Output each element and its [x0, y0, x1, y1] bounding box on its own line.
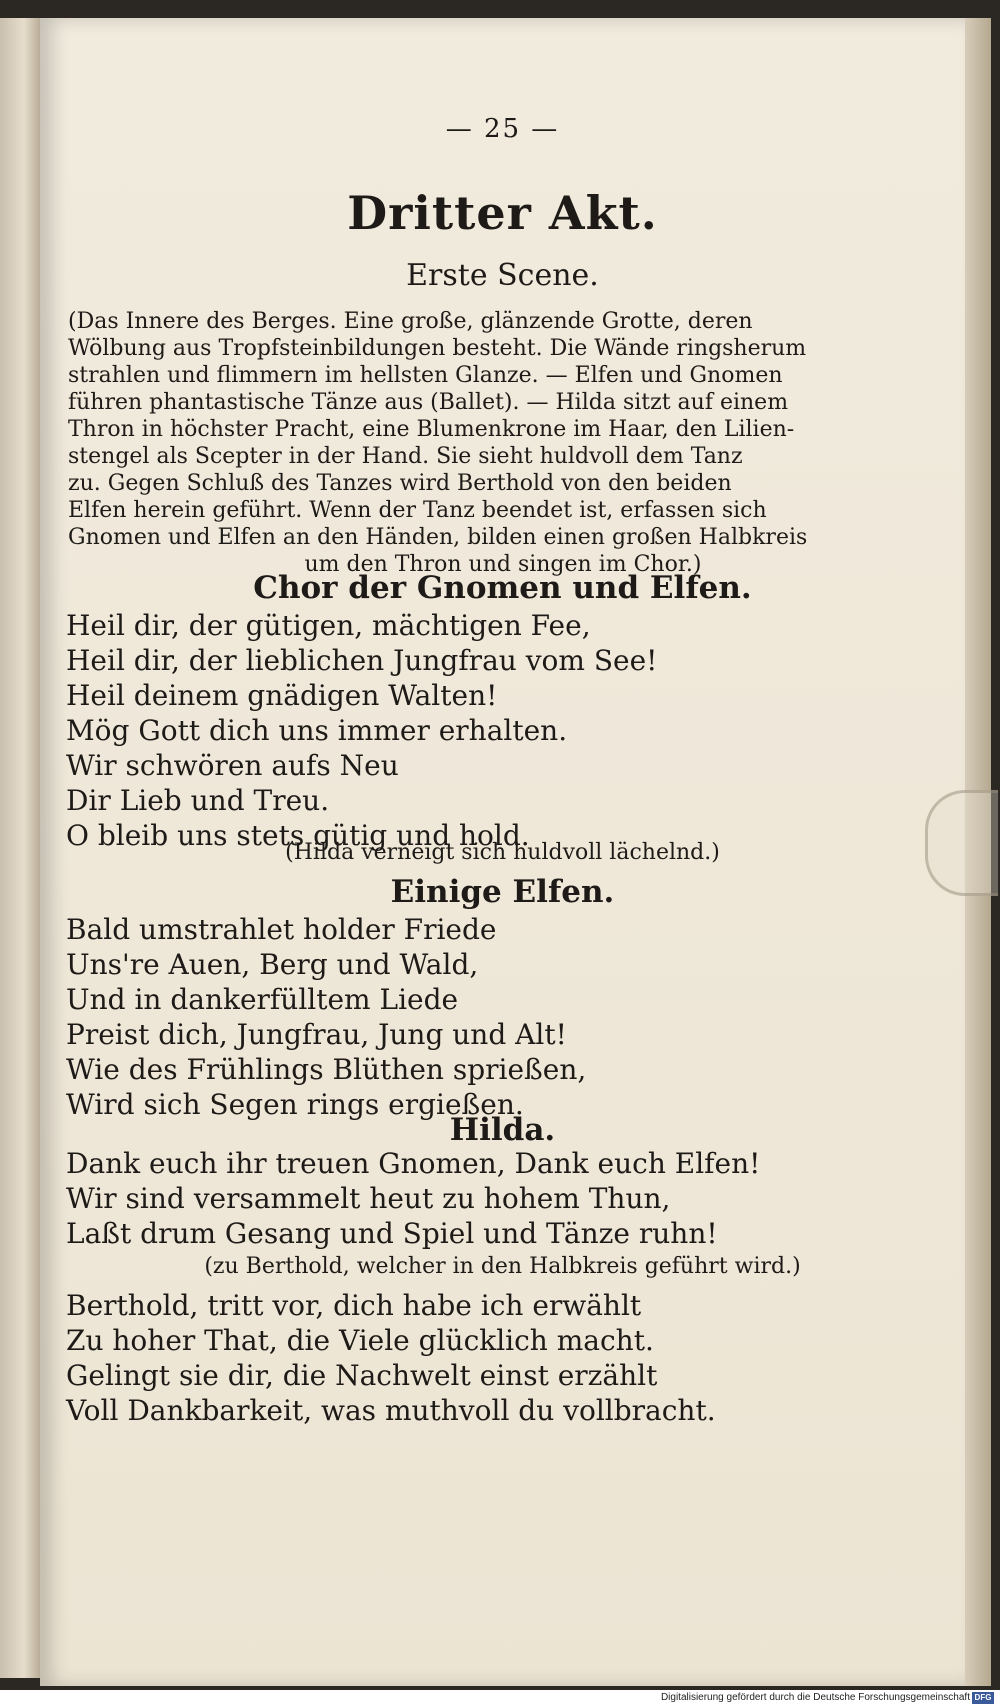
verse-line: Heil dir, der gütigen, mächtigen Fee, — [66, 609, 591, 642]
stage-line: strahlen und flimmern im hellsten Glanze. — Elfen und Gnomen — [68, 363, 783, 388]
stage-direction-to-berthold: (zu Berthold, welcher in den Halbkreis geführt wird.) — [204, 1254, 801, 1279]
verse-line: Dir Lieb und Treu. — [66, 784, 330, 817]
verse-line: Dank euch ihr treuen Gnomen, Dank euch Elfen! — [66, 1147, 761, 1180]
verse-line: Wird sich Segen rings ergießen. — [66, 1088, 524, 1121]
verse-line: Uns're Auen, Berg und Wald, — [66, 948, 479, 981]
scene-title: Erste Scene. — [406, 258, 599, 293]
stage-line: Thron in höchster Pracht, eine Blumenkrone im Haar, den Lilien- — [68, 417, 795, 442]
hilda-verse-1 — [66, 1146, 926, 1251]
page-clip — [925, 790, 998, 896]
dfg-logo: DFG — [972, 1692, 994, 1704]
footer-credit: Digitalisierung gefördert durch die Deutsche Forschungsgemeinschaft — [660, 1692, 970, 1703]
page-number: — 25 — — [445, 114, 560, 144]
verse-line: Voll Dankbarkeit, was muthvoll du vollbracht. — [66, 1394, 716, 1427]
verse-line: Heil deinem gnädigen Walten! — [66, 679, 498, 712]
stage-line: Wölbung aus Tropfsteinbildungen besteht. Die Wände ringsherum — [68, 336, 807, 361]
stage-direction-hilda-bows: (Hilda verneigt sich huldvoll lächelnd.) — [285, 840, 720, 865]
verse-line: Wir schwören aufs Neu — [66, 749, 399, 782]
verse-line: Wir sind versammelt heut zu hohem Thun, — [66, 1182, 671, 1215]
stage-line: stengel als Scepter in der Hand. Sie sieht huldvoll dem Tanz — [68, 444, 743, 469]
hilda-heading: Hilda. — [449, 1112, 556, 1148]
act-title: Dritter Akt. — [347, 186, 658, 240]
stage-line: Elfen herein geführt. Wenn der Tanz beendet ist, erfassen sich — [68, 498, 767, 523]
verse-line: Gelingt sie dir, die Nachwelt einst erzählt — [66, 1359, 658, 1392]
stage-line: (Das Innere des Berges. Eine große, glänzende Grotte, deren — [68, 309, 753, 334]
chorus-verse — [66, 608, 926, 853]
verse-line: Heil dir, der lieblichen Jungfrau vom See! — [66, 644, 658, 677]
verse-line: Laßt drum Gesang und Spiel und Tänze ruhn! — [66, 1217, 718, 1250]
verse-line: Und in dankerfülltem Liede — [66, 983, 459, 1016]
page-content — [40, 18, 965, 1686]
verse-line: O bleib uns stets gütig und hold. — [66, 819, 530, 852]
verse-line: Zu hoher That, die Viele glücklich macht. — [66, 1324, 654, 1357]
footer-bar — [0, 1690, 1000, 1706]
verse-line: Mög Gott dich uns immer erhalten. — [66, 714, 568, 747]
stage-direction — [68, 308, 938, 578]
page — [40, 18, 965, 1686]
hilda-verse-2 — [66, 1288, 926, 1428]
elves-verse — [66, 912, 926, 1122]
stage-line: zu. Gegen Schluß des Tanzes wird Berthold von den beiden — [68, 471, 732, 496]
left-page-edge — [0, 18, 40, 1678]
verse-line: Wie des Frühlings Blüthen sprießen, — [66, 1053, 587, 1086]
verse-line: Berthold, tritt vor, dich habe ich erwählt — [66, 1289, 642, 1322]
verse-line: Bald umstrahlet holder Friede — [66, 913, 497, 946]
chorus-heading: Chor der Gnomen und Elfen. — [253, 570, 752, 606]
elves-heading: Einige Elfen. — [390, 874, 615, 910]
stage-line: um den Thron und singen im Chor.) — [304, 552, 702, 577]
stage-line: führen phantastische Tänze aus (Ballet). — Hilda sitzt auf einem — [68, 390, 789, 415]
stage-line: Gnomen und Elfen an den Händen, bilden einen großen Halbkreis — [68, 525, 808, 550]
verse-line: Preist dich, Jungfrau, Jung und Alt! — [66, 1018, 567, 1051]
